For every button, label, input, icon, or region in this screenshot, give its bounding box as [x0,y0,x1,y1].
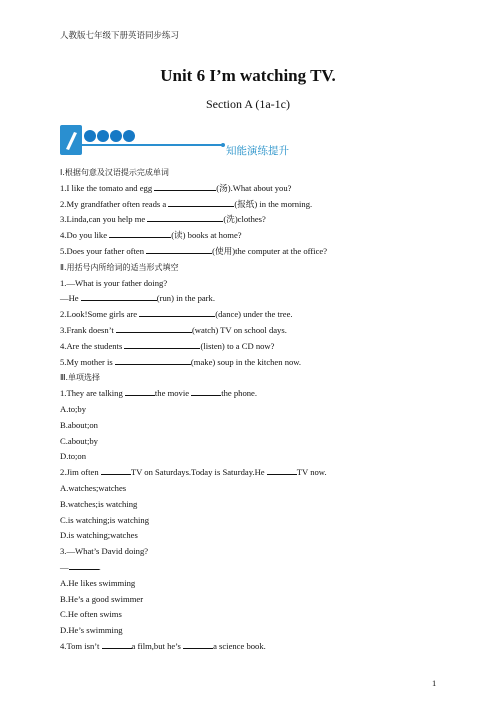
option-line: A.He likes swimming [60,577,136,588]
answer-blank[interactable] [146,244,212,254]
answer-blank[interactable] [191,386,221,396]
answer-blank[interactable] [69,560,99,570]
question-line: —He (run) in the park. [60,293,215,304]
answer-blank[interactable] [125,386,155,396]
answer-blank[interactable] [147,212,223,222]
question-line: 1.—What is your father doing? [60,277,168,288]
option-line: A.watches;watches [60,482,127,493]
question-line: 5.My mother is (make) soup in the kitchen now. [60,356,302,367]
option-line: C.He often swims [60,609,122,620]
page-number: 1 [432,678,437,688]
question-line: 2.Jim often TV on Saturdays.Today is Saturday.He TV now. [60,467,327,478]
section-heading: Ⅱ.用括号内所给词的适当形式填空 [60,262,179,272]
section-heading: Ⅰ.根据句意及汉语提示完成单词 [60,168,169,177]
answer-blank[interactable] [81,291,157,301]
answer-blank[interactable] [109,228,171,238]
question-line: 1.They are talking the movie the phone. [60,388,258,399]
option-line: B.about;on [60,419,98,430]
option-line: B.watches;is watching [60,498,138,509]
option-line: C.about;by [60,435,98,446]
option-line: C.is watching;is watching [60,514,150,525]
answer-blank[interactable] [139,307,215,317]
page-header: 人教版七年级下册英语同步练习 [60,31,180,41]
answer-blank[interactable] [115,355,191,365]
question-line: 5.Does your father often (使用)the computer at the office? [60,245,328,256]
answer-blank[interactable] [102,639,132,649]
option-line: D.is watching;watches [60,530,138,541]
exercise-body [60,165,460,655]
section-subtitle: Section A (1a-1c) [206,97,290,111]
answer-blank[interactable] [267,465,297,475]
question-line: 3.Frank doesn’t (watch) TV on school days. [60,324,287,335]
option-line: D.to;on [60,451,87,462]
answer-blank[interactable] [168,197,234,207]
question-line: 3.—What’s David doing? [60,546,149,557]
option-line: D.He’s swimming [60,625,123,636]
answer-blank[interactable] [124,339,200,349]
question-line: 4.Do you like (读) books at home? [60,230,242,241]
answer-blank[interactable] [116,323,192,333]
option-line: B.He’s a good swimmer [60,593,144,604]
option-line: A.to;by [60,403,87,414]
answer-blank[interactable] [154,181,216,191]
question-line: 4.Tom isn’t a film,but he’s a science book. [60,640,266,651]
question-line: 4.Are the students (listen) to a CD now? [60,340,275,351]
section-heading: Ⅲ.单项选择 [60,373,101,383]
answer-blank[interactable] [101,465,131,475]
question-line: 1.I like the tomato and egg (汤).What about you? [60,182,292,193]
question-line: — . [60,561,101,572]
question-line: 2.Look!Some girls are (dance) under the tree. [60,309,293,320]
answer-blank[interactable] [183,639,213,649]
unit-title: Unit 6 I’m watching TV. [160,66,336,85]
banner-label: 知能演练提升 [226,145,289,157]
question-line: 3.Linda,can you help me (洗)clothes? [60,214,266,225]
question-line: 2.My grandfather often reads a (报纸) in the morning. [60,198,313,209]
